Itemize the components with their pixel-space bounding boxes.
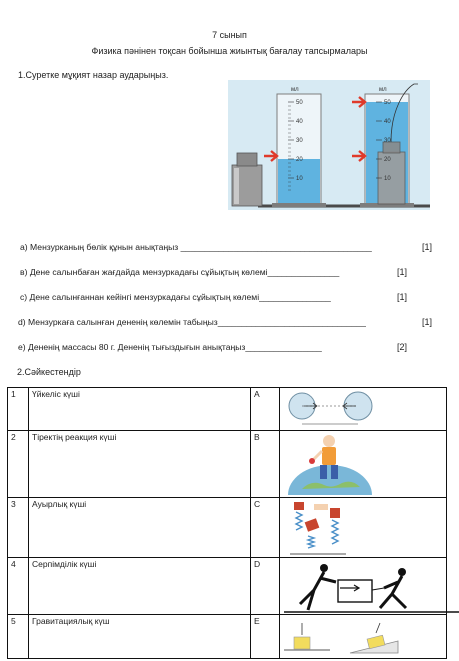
points-e: [2] xyxy=(397,342,408,352)
tick-10-b: 10 xyxy=(384,176,391,182)
tick-30: 30 xyxy=(296,138,303,144)
tick-50: 50 xyxy=(296,100,303,106)
table-row xyxy=(8,558,447,615)
points-d: [1] xyxy=(422,317,433,327)
question-a: а) Мензурканың бөлік құнын анықтаңыз ________________________________________ xyxy=(20,242,372,252)
force-name: Ауырлық күші xyxy=(29,498,251,558)
picture-cell xyxy=(280,558,447,615)
liquid-level-initial xyxy=(278,159,320,206)
table-row xyxy=(8,615,447,659)
row-number: 3 xyxy=(8,498,29,558)
page-title: Физика пәнінен тоқсан бойынша жиынтық бағалау тапсырмалары xyxy=(91,46,368,56)
force-name: Серпімділік күші xyxy=(29,558,251,615)
unit-label-2: мл xyxy=(379,87,387,93)
boy-on-globe-image xyxy=(280,431,380,495)
force-name: Гравитациялық күш xyxy=(29,615,251,659)
task1-prompt: 1.Суретке мұқият назар аударыңыз. xyxy=(18,70,169,80)
two-spheres-gravitation-image xyxy=(280,388,380,430)
grade-label: 7 сынып xyxy=(212,30,247,40)
option-letter: B xyxy=(251,431,280,498)
table-row xyxy=(8,431,447,498)
matching-table xyxy=(7,387,447,659)
question-e: е) Дененің массасы 80 г. Дененің тығыздығын анықтаңыз________________ xyxy=(18,342,322,352)
question-b: в) Дене салынбаған жағдайда мензуркадағы сұйықтың көлемі_______________ xyxy=(20,267,340,277)
tick-20: 20 xyxy=(296,157,303,163)
table-row xyxy=(8,388,447,431)
tick-30-b: 30 xyxy=(384,138,391,144)
force-name: Тіректің реакция күші xyxy=(29,431,251,498)
table-row xyxy=(8,498,447,558)
picture-cell xyxy=(280,615,447,659)
block-on-surface-image xyxy=(280,615,410,657)
tick-40: 40 xyxy=(296,119,303,125)
force-name: Үйкеліс күші xyxy=(29,388,251,431)
points-b: [1] xyxy=(397,267,408,277)
measuring-cylinder-figure xyxy=(228,80,430,210)
submerged-weight xyxy=(378,152,405,204)
picture-cell xyxy=(280,388,447,431)
option-letter: E xyxy=(251,615,280,659)
picture-cell xyxy=(280,498,447,558)
row-number: 4 xyxy=(8,558,29,615)
option-letter: A xyxy=(251,388,280,431)
row-number: 1 xyxy=(8,388,29,431)
points-a: [1] xyxy=(422,242,433,252)
option-letter: C xyxy=(251,498,280,558)
option-letter: D xyxy=(251,558,280,615)
springs-and-blocks-image xyxy=(280,498,380,556)
question-d: d) Мензуркаға салынған дененің көлемін табыңыз_______________________________ xyxy=(18,317,366,327)
question-c: с) Дене салынғаннан кейінгі мензуркадағы сұйықтың көлемі_______________ xyxy=(20,292,331,302)
tick-20-b: 20 xyxy=(384,157,391,163)
tick-10: 10 xyxy=(296,176,303,182)
unit-label-1: мл xyxy=(291,87,299,93)
row-number: 5 xyxy=(8,615,29,659)
tick-40-b: 40 xyxy=(384,119,391,125)
pulling-people-image xyxy=(280,558,459,613)
picture-cell xyxy=(280,431,447,498)
row-number: 2 xyxy=(8,431,29,498)
tick-50-b: 50 xyxy=(384,100,391,106)
points-c: [1] xyxy=(397,292,408,302)
task2-title: 2.Сәйкестендір xyxy=(17,367,81,377)
